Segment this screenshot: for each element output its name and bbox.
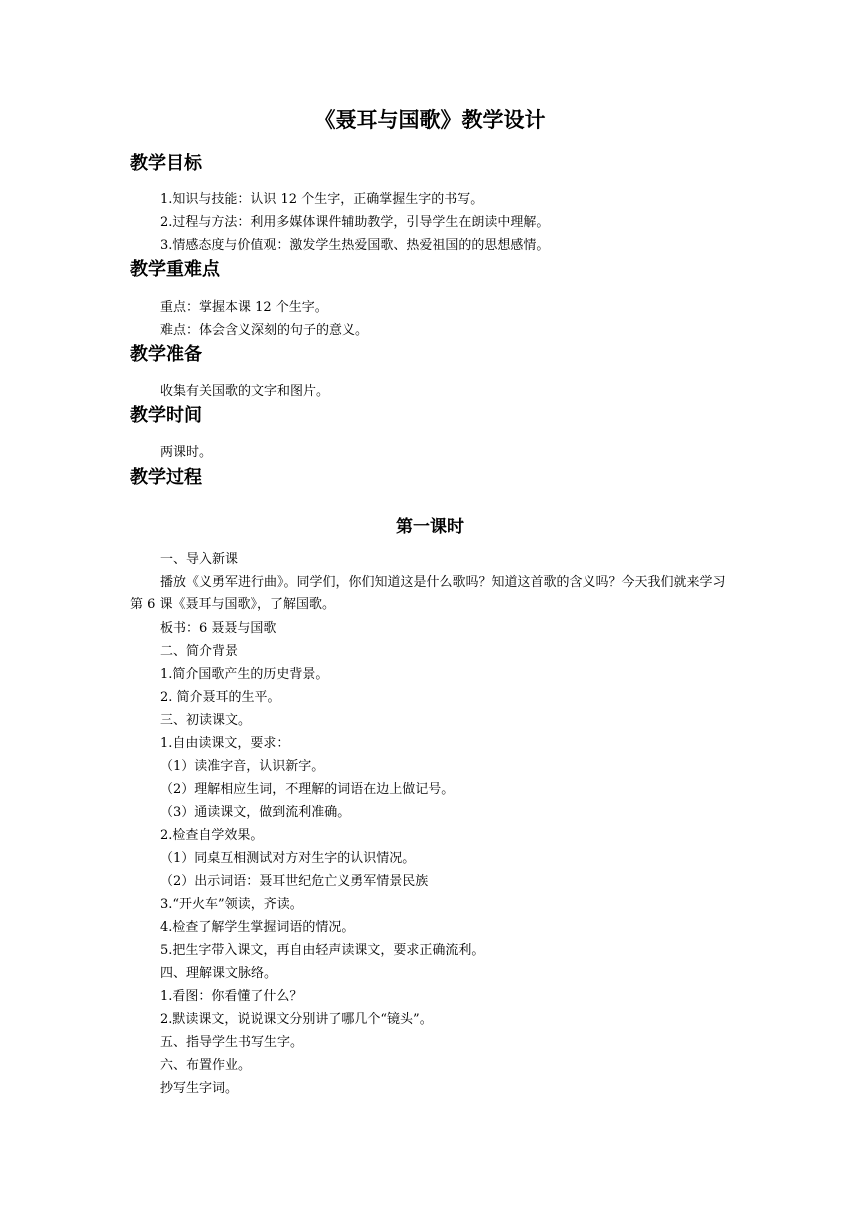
key-point-item-1: 重点：掌握本课 12 个生字。 xyxy=(160,300,328,315)
process-line-11: （3）通读课文，做到流利准确。 xyxy=(160,805,351,820)
objective-item-2: 2.过程与方法：利用多媒体课件辅助教学，引导学生在朗读中理解。 xyxy=(160,215,550,230)
heading-preparation: 教学准备 xyxy=(130,344,202,365)
process-line-3: 板书：6 聂聂与国歌 xyxy=(160,621,277,636)
process-line-2: 播放《义勇军进行曲》。同学们，你们知道这是什么歌吗？知道这首歌的含义吗？今天我们就来学习第 6 课《聂耳与国歌》，了解国歌。 xyxy=(130,575,726,612)
process-line-15: 3.“开火车”领读，齐读。 xyxy=(160,897,303,912)
process-line-20: 2.默读课文，说说课文分别讲了哪几个“镜头”。 xyxy=(160,1012,433,1027)
heading-key-points: 教学重难点 xyxy=(130,259,220,280)
objective-item-1: 1.知识与技能：认识 12 个生字，正确掌握生字的书写。 xyxy=(160,192,484,207)
process-line-23: 抄写生字词。 xyxy=(160,1081,239,1096)
document-title: 《聂耳与国歌》教学设计 xyxy=(314,108,546,132)
process-line-13: （1）同桌互相测试对方对生字的认识情况。 xyxy=(160,851,416,866)
process-line-14: （2）出示词语：聂耳世纪危亡义勇军情景民族 xyxy=(160,874,429,889)
process-line-22: 六、布置作业。 xyxy=(160,1058,252,1073)
lesson-title: 第一课时 xyxy=(396,517,464,537)
process-line-9: （1）读准字音，认识新字。 xyxy=(160,759,325,774)
time-item-1: 两课时。 xyxy=(160,445,213,460)
process-line-12: 2.检查自学效果。 xyxy=(160,828,264,843)
preparation-item-1: 收集有关国歌的文字和图片。 xyxy=(160,384,330,399)
process-line-6: 2. 简介聂耳的生平。 xyxy=(160,690,281,705)
process-line-18: 四、理解课文脉络。 xyxy=(160,966,278,981)
process-line-7: 三、初读课文。 xyxy=(160,713,252,728)
process-line-19: 1.看图：你看懂了什么？ xyxy=(160,989,303,1004)
heading-process: 教学过程 xyxy=(130,467,202,488)
key-point-item-2: 难点：体会含义深刻的句子的意义。 xyxy=(160,323,369,338)
heading-objectives: 教学目标 xyxy=(130,153,202,174)
process-line-5: 1.简介国歌产生的历史背景。 xyxy=(160,667,329,682)
objective-item-3: 3.情感态度与价值观：激发学生热爱国歌、热爱祖国的的思想感情。 xyxy=(160,238,550,253)
heading-time: 教学时间 xyxy=(130,405,202,426)
process-line-8: 1.自由读课文，要求： xyxy=(160,736,290,751)
process-line-16: 4.检查了解学生掌握词语的情况。 xyxy=(160,920,355,935)
process-line-10: （2）理解相应生词，不理解的词语在边上做记号。 xyxy=(160,782,455,797)
process-line-21: 五、指导学生书写生字。 xyxy=(160,1035,304,1050)
process-line-1: 一、导入新课 xyxy=(160,552,239,567)
process-line-4: 二、简介背景 xyxy=(160,644,239,659)
process-line-17: 5.把生字带入课文，再自由轻声读课文，要求正确流利。 xyxy=(160,943,485,958)
